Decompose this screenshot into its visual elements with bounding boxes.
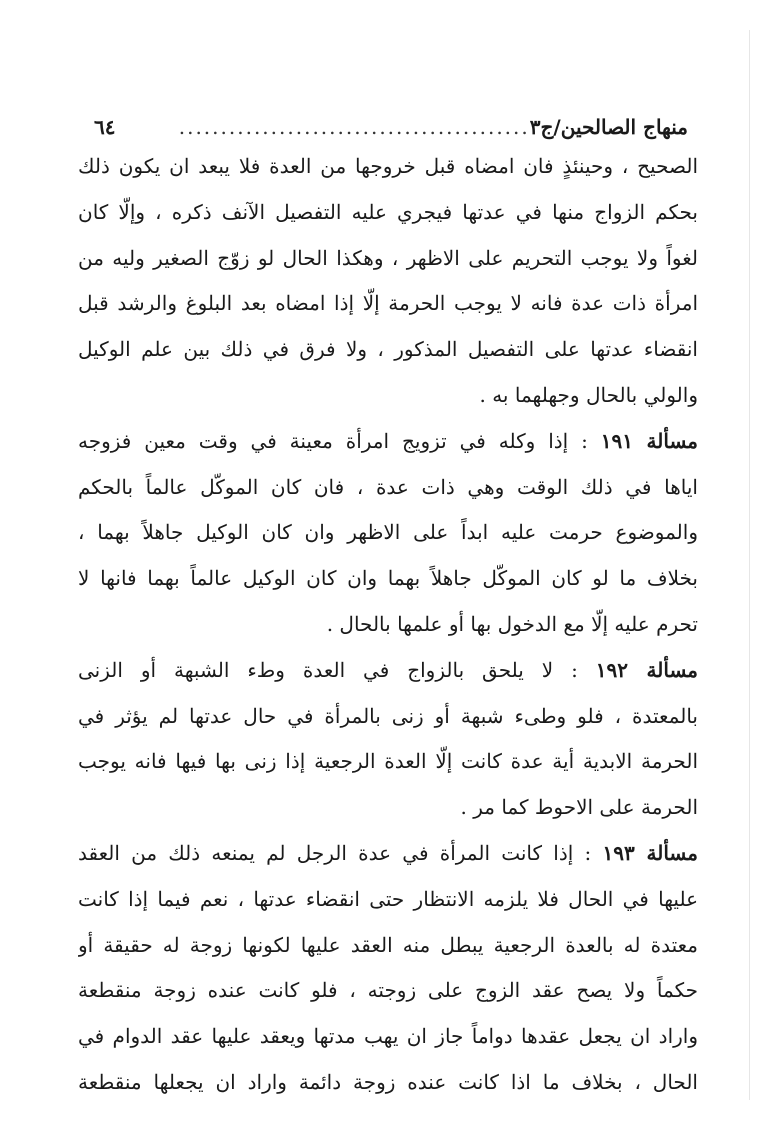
line-text: تحرم عليه إلّا مع الدخول بها أو علمها بالحال .: [326, 611, 698, 636]
line-text: والموضوع حرمت عليه ابداً على الاظهر وان كان الوكيل جاهلاً بهما ،: [78, 520, 698, 545]
line-text: : إذا وكله في تزويج امرأة معينة في وقت معين فزوجه: [78, 428, 588, 453]
text-line: [78, 281, 698, 327]
text-line: [78, 373, 698, 419]
text-line: [78, 694, 698, 740]
line-text: اياها في ذلك الوقت وهي ذات عدة ، فان كان الموكّل عالماً بالحكم: [78, 474, 698, 499]
text-line: [78, 785, 698, 831]
text-line: [78, 1060, 698, 1106]
text-line: [78, 465, 698, 511]
text-line: [78, 327, 698, 373]
line-text: بحكم الزواج منها في عدتها فيجري عليه التفصيل الآنف ذكره ، وإلّا كان: [78, 199, 698, 224]
line-text: بخلاف ما لو كان الموكّل جاهلاً بهما وان كان الوكيل عالماً بهما فانها لا: [78, 566, 698, 591]
text-line: [78, 877, 698, 923]
running-header: [84, 112, 696, 142]
masala-heading-line: [78, 648, 698, 694]
text-line: [78, 144, 698, 190]
line-text: الصحيح ، وحينئذٍ فان امضاه قبل خروجها من العدة فلا يبعد ان يكون ذلك: [78, 154, 698, 178]
line-text: بالمعتدة ، فلو وطىء شبهة أو زنى بالمرأة في حال عدتها لم يؤثر في: [78, 703, 698, 728]
text-line: [78, 510, 698, 556]
line-text: حكماً ولا يصح عقد الزوج على زوجته ، فلو كانت عنده زوجة منقطعة: [78, 978, 698, 1003]
text-line: [78, 1014, 698, 1060]
masala-heading-line: [78, 831, 698, 877]
masala-label: مسألة ١٩١: [600, 428, 698, 453]
page-edge-line: [749, 30, 750, 1100]
book-title: منهاج الصالحين/ج٣: [529, 115, 688, 139]
line-text: الحرمة الابدية أية عدة كانت إلّا العدة الرجعية إذا زنى بها فيها فانه يوجب: [78, 749, 698, 774]
text-line: [78, 739, 698, 785]
leader-dots: ..........................................: [178, 115, 530, 139]
line-text: عليها في الحال فلا يلزمه الانتظار حتى انقضاء عدتها ، نعم فيما إذا كانت: [78, 886, 698, 911]
text-line: [78, 968, 698, 1014]
masala-heading-line: [78, 419, 698, 465]
text-line: [78, 556, 698, 602]
line-text: الحرمة على الاحوط كما مر .: [460, 795, 698, 820]
text-line: [78, 190, 698, 236]
masala-label: مسألة ١٩٢: [595, 657, 698, 682]
line-text: معتدة له بالعدة الرجعية يبطل منه العقد عليها لكونها زوجة له حقيقة أو: [78, 932, 698, 957]
line-text: : إذا كانت المرأة في عدة الرجل لم يمنعه ذلك من العقد: [78, 840, 592, 865]
text-line: [78, 923, 698, 969]
line-text: امرأة ذات عدة فانه لا يوجب الحرمة إلّا إذا امضاه بعد البلوغ والرشد قبل: [78, 291, 698, 316]
text-line: [78, 236, 698, 282]
line-text: واراد ان يجعل عقدها دواماً جاز ان يهب مدتها ويعقد عليها عقد الدوام في: [78, 1024, 698, 1049]
line-text: انقضاء عدتها على التفصيل المذكور ، ولا فرق في ذلك بين علم الوكيل: [78, 337, 698, 362]
text-line: [78, 602, 698, 648]
page-number: ٦٤: [94, 115, 116, 139]
line-text: : لا يلحق بالزواج في العدة وطء الشبهة أو الزنى: [78, 657, 578, 682]
body-text: [78, 144, 698, 1106]
line-text: لغواً ولا يوجب التحريم على الاظهر ، وهكذا الحال لو زوّج الصغير وليه من: [78, 245, 698, 270]
line-text: والولي بالحال وجهلهما به .: [479, 382, 698, 407]
masala-label: مسألة ١٩٣: [602, 840, 698, 865]
line-text: الحال ، بخلاف ما اذا كانت عنده زوجة دائمة واراد ان يجعلها منقطعة: [78, 1069, 698, 1094]
